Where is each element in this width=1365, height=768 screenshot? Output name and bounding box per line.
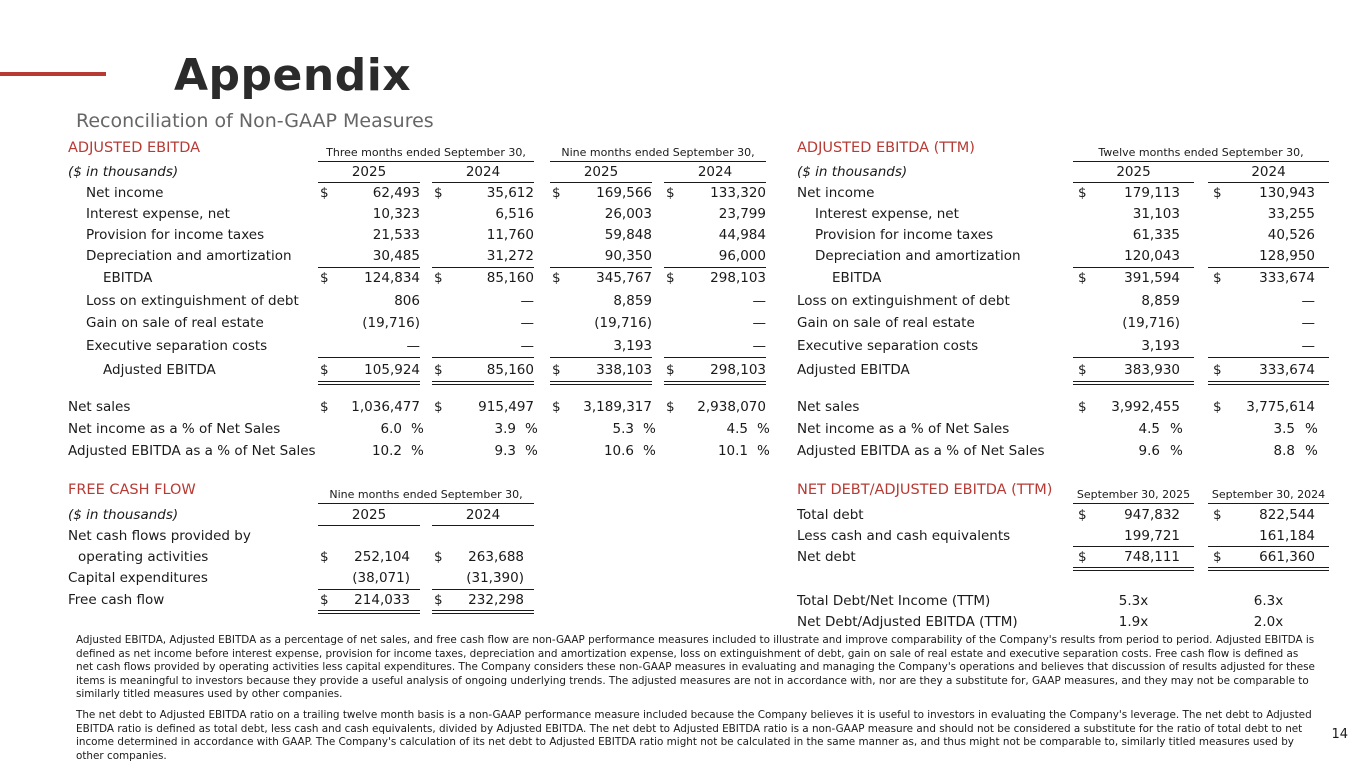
adj-ebitda-row-label: Depreciation and amortization — [86, 248, 292, 264]
adj-ebitda-cell: 298,103 — [710, 270, 766, 286]
fcf-row-label: Capital expenditures — [68, 570, 208, 586]
fcf-cell: (31,390) — [466, 570, 524, 586]
adj-ebitda-year-header: 2024 — [465, 164, 501, 180]
percent-sign: % — [1170, 421, 1183, 437]
subtotal-rule — [1208, 267, 1329, 268]
percent-sign: % — [757, 443, 770, 459]
adj-ebitda-cell: 4.5 — [726, 421, 748, 437]
adj-ebitda-cell: 5.3 — [612, 421, 634, 437]
total-double-rule — [432, 381, 534, 385]
adj-ebitda-cell: 90,350 — [604, 248, 652, 264]
ttm-cell: 31,103 — [1132, 206, 1180, 222]
percent-sign: % — [1305, 421, 1318, 437]
total-double-rule — [1208, 381, 1329, 385]
adj-ebitda-cell: 10.1 — [717, 443, 748, 459]
percent-sign: % — [1170, 443, 1183, 459]
percent-sign: % — [411, 443, 424, 459]
adj-ebitda-cell: 23,799 — [718, 206, 766, 222]
adj-ebitda-year-header: 2025 — [583, 164, 619, 180]
ttm-cell: 61,335 — [1132, 227, 1180, 243]
adj-ebitda-row-label: EBITDA — [103, 270, 153, 286]
page-title: Appendix — [174, 50, 412, 101]
subtotal-rule — [550, 357, 652, 358]
ttm-row-label: Net income — [797, 185, 875, 201]
ttm-cell: 3,775,614 — [1246, 399, 1315, 415]
dollar-sign: $ — [1078, 549, 1087, 565]
dollar-sign: $ — [666, 270, 675, 286]
dollar-sign: $ — [1213, 399, 1222, 415]
adj-ebitda-cell: 915,497 — [478, 399, 534, 415]
adj-ebitda-cell: 10.2 — [371, 443, 402, 459]
adj-ebitda-cell: 105,924 — [364, 362, 420, 378]
adj-ebitda-cell: 8,859 — [613, 293, 652, 309]
adj-ebitda-cell: 30,485 — [372, 248, 420, 264]
ttm-year-header: 2025 — [1116, 164, 1151, 180]
fcf-cell: 232,298 — [468, 592, 524, 608]
total-double-rule — [1208, 567, 1329, 571]
netdebt-cell: 748,111 — [1124, 549, 1180, 565]
fcf-cell: (38,071) — [352, 570, 410, 586]
subtotal-rule — [1208, 357, 1329, 358]
adj-ebitda-period-three-rule — [318, 161, 534, 162]
dollar-sign: $ — [1213, 362, 1222, 378]
dollar-sign: $ — [1078, 185, 1087, 201]
percent-sign: % — [411, 421, 424, 437]
ttm-section-title: ADJUSTED EBITDA (TTM) — [797, 140, 975, 156]
dollar-sign: $ — [434, 549, 443, 565]
adj-ebitda-cell: 35,612 — [486, 185, 534, 201]
netdebt-ratio-cell: 6.3x — [1253, 593, 1284, 609]
adj-ebitda-cell: 96,000 — [718, 248, 766, 264]
ttm-cell: 8,859 — [1141, 293, 1180, 309]
adj-ebitda-row-label: Gain on sale of real estate — [86, 315, 264, 331]
adj-ebitda-cell: — — [520, 293, 534, 309]
ttm-cell: — — [1301, 293, 1315, 309]
adj-ebitda-cell: — — [752, 315, 766, 331]
fcf-row-label: operating activities — [78, 549, 209, 565]
ttm-cell: 128,950 — [1259, 248, 1315, 264]
percent-sign: % — [643, 443, 656, 459]
total-double-rule — [664, 381, 766, 385]
ttm-year-rule — [1208, 182, 1329, 183]
fcf-units: ($ in thousands) — [68, 507, 179, 523]
percent-sign: % — [1305, 443, 1318, 459]
footnote-2: The net debt to Adjusted EBITDA ratio on a trailing twelve month basis is a non-GAAP performance measure included because the Company believes it is useful to investors in evaluating the Company's leverage. The net debt to Adjusted EBITDA ratio is defined as total debt, less cash and cash equivalents, divided by Adjusted EBITDA. The net debt to Adjusted EBITDA ratio is a non-GAAP measure and should not be considered a substitute for the ratio of total debt to net income determined in accordance with GAAP. The Company's calculation of its net debt to Adjusted EBITDA ratio might not be calculated in the same manner as, and thus might not be comparable to, similarly titled measures used by other companies. — [76, 709, 1312, 762]
netdebt-row-label: Total Debt/Net Income (TTM) — [797, 593, 991, 609]
ttm-period-rule — [1073, 161, 1329, 162]
adj-ebitda-row-label: Provision for income taxes — [86, 227, 265, 243]
ttm-row-label: Loss on extinguishment of debt — [797, 293, 1010, 309]
adj-ebitda-cell: 2,938,070 — [697, 399, 766, 415]
fcf-period-rule — [318, 503, 534, 504]
netdebt-row-label: Net debt — [797, 549, 856, 565]
adj-ebitda-units: ($ in thousands) — [68, 164, 179, 180]
adj-ebitda-cell: 26,003 — [604, 206, 652, 222]
ttm-cell: 383,930 — [1124, 362, 1180, 378]
subtotal-rule — [432, 357, 534, 358]
ttm-cell: 3,992,455 — [1111, 399, 1180, 415]
netdebt-col-header: September 30, 2024 — [1211, 488, 1326, 501]
netdebt-cell: 161,184 — [1259, 528, 1315, 544]
adj-ebitda-row-label: Net income — [86, 185, 164, 201]
netdebt-ratio-cell: 5.3x — [1118, 593, 1149, 609]
adj-ebitda-cell: 3,193 — [613, 338, 652, 354]
dollar-sign: $ — [552, 362, 561, 378]
dollar-sign: $ — [434, 185, 443, 201]
netdebt-cell: 822,544 — [1259, 507, 1315, 523]
adj-ebitda-cell: 9.3 — [494, 443, 516, 459]
adj-ebitda-year-header: 2024 — [697, 164, 733, 180]
dollar-sign: $ — [666, 399, 675, 415]
adj-ebitda-cell: (19,716) — [362, 315, 420, 331]
ttm-units: ($ in thousands) — [797, 164, 908, 180]
ttm-row-label: Net income as a % of Net Sales — [797, 421, 1010, 437]
dollar-sign: $ — [666, 185, 675, 201]
netdebt-row-label: Less cash and cash equivalents — [797, 528, 1011, 544]
adj-ebitda-cell: 169,566 — [596, 185, 652, 201]
subtotal-rule — [1208, 546, 1329, 547]
fcf-year-rule — [432, 525, 534, 526]
dollar-sign: $ — [1213, 270, 1222, 286]
dollar-sign: $ — [320, 270, 329, 286]
adj-ebitda-cell: 31,272 — [486, 248, 534, 264]
fcf-cell: 263,688 — [468, 549, 524, 565]
adj-ebitda-cell: 62,493 — [372, 185, 420, 201]
netdebt-col-rule — [1073, 503, 1194, 504]
adj-ebitda-row-label: Adjusted EBITDA — [103, 362, 216, 378]
fcf-row-label: Free cash flow — [68, 592, 165, 608]
adj-ebitda-cell: 44,984 — [718, 227, 766, 243]
netdebt-section-title: NET DEBT/ADJUSTED EBITDA (TTM) — [797, 482, 1053, 498]
adj-ebitda-cell: 133,320 — [710, 185, 766, 201]
ttm-cell: (19,716) — [1122, 315, 1180, 331]
dollar-sign: $ — [434, 592, 443, 608]
adj-ebitda-cell: 298,103 — [710, 362, 766, 378]
dollar-sign: $ — [320, 185, 329, 201]
ttm-cell: 130,943 — [1259, 185, 1315, 201]
subtotal-rule — [664, 267, 766, 268]
ttm-cell: 33,255 — [1267, 206, 1315, 222]
fcf-year-header: 2024 — [465, 507, 501, 523]
dollar-sign: $ — [320, 592, 329, 608]
fcf-section-title: FREE CASH FLOW — [68, 482, 196, 498]
adj-ebitda-cell: 3.9 — [494, 421, 516, 437]
fcf-period: Nine months ended September 30, — [329, 488, 523, 501]
adj-ebitda-cell: 338,103 — [596, 362, 652, 378]
ttm-cell: 391,594 — [1124, 270, 1180, 286]
adj-ebitda-period-nine: Nine months ended September 30, — [561, 146, 755, 159]
ttm-cell: 8.8 — [1273, 443, 1295, 459]
adj-ebitda-year-rule — [664, 182, 766, 183]
subtotal-rule — [318, 589, 420, 590]
total-double-rule — [318, 381, 420, 385]
adj-ebitda-cell: 6,516 — [495, 206, 534, 222]
ttm-cell: — — [1301, 338, 1315, 354]
fcf-year-header: 2025 — [351, 507, 387, 523]
adj-ebitda-cell: 124,834 — [364, 270, 420, 286]
adj-ebitda-row-label: Net sales — [68, 399, 131, 415]
dollar-sign: $ — [552, 185, 561, 201]
percent-sign: % — [525, 421, 538, 437]
ttm-cell: 120,043 — [1124, 248, 1180, 264]
total-double-rule — [1073, 567, 1194, 571]
dollar-sign: $ — [320, 362, 329, 378]
total-double-rule — [1073, 381, 1194, 385]
netdebt-row-label: Net Debt/Adjusted EBITDA (TTM) — [797, 614, 1018, 630]
dollar-sign: $ — [1078, 399, 1087, 415]
adj-ebitda-cell: — — [406, 338, 420, 354]
adj-ebitda-cell: — — [520, 315, 534, 331]
ttm-cell: 4.5 — [1138, 421, 1160, 437]
adj-ebitda-cell: 806 — [394, 293, 420, 309]
adj-ebitda-period-three: Three months ended September 30, — [326, 146, 526, 159]
adj-ebitda-row-label: Interest expense, net — [86, 206, 230, 222]
netdebt-ratio-cell: 1.9x — [1118, 614, 1149, 630]
adj-ebitda-row-label: Adjusted EBITDA as a % of Net Sales — [68, 443, 316, 459]
page-number: 14 — [1331, 727, 1348, 742]
total-double-rule — [318, 610, 420, 614]
dollar-sign: $ — [1213, 185, 1222, 201]
accent-bar — [0, 72, 106, 76]
fcf-cell: 252,104 — [354, 549, 410, 565]
netdebt-ratio-cell: 2.0x — [1253, 614, 1284, 630]
dollar-sign: $ — [1078, 362, 1087, 378]
netdebt-col-header: September 30, 2025 — [1076, 488, 1191, 501]
fcf-cell: 214,033 — [354, 592, 410, 608]
subtotal-rule — [664, 357, 766, 358]
dollar-sign: $ — [666, 362, 675, 378]
total-double-rule — [432, 610, 534, 614]
subtotal-rule — [1073, 546, 1194, 547]
netdebt-cell: 947,832 — [1124, 507, 1180, 523]
percent-sign: % — [757, 421, 770, 437]
ttm-row-label: Depreciation and amortization — [815, 248, 1021, 264]
ttm-cell: 3,193 — [1141, 338, 1180, 354]
dollar-sign: $ — [434, 362, 443, 378]
subtotal-rule — [432, 267, 534, 268]
adj-ebitda-cell: 1,036,477 — [351, 399, 420, 415]
netdebt-cell: 199,721 — [1124, 528, 1180, 544]
page-subtitle: Reconciliation of Non-GAAP Measures — [76, 110, 434, 132]
ttm-row-label: Gain on sale of real estate — [797, 315, 975, 331]
ttm-cell: 179,113 — [1124, 185, 1180, 201]
dollar-sign: $ — [1078, 507, 1087, 523]
adj-ebitda-cell: 3,189,317 — [583, 399, 652, 415]
dollar-sign: $ — [1078, 270, 1087, 286]
netdebt-col-rule — [1208, 503, 1329, 504]
adj-ebitda-cell: — — [752, 293, 766, 309]
adj-ebitda-cell: 85,160 — [486, 362, 534, 378]
adj-ebitda-cell: 59,848 — [604, 227, 652, 243]
ttm-row-label: Executive separation costs — [797, 338, 979, 354]
adj-ebitda-period-nine-rule — [550, 161, 766, 162]
adj-ebitda-section-title: ADJUSTED EBITDA — [68, 140, 201, 156]
dollar-sign: $ — [320, 399, 329, 415]
percent-sign: % — [525, 443, 538, 459]
ttm-row-label: Adjusted EBITDA as a % of Net Sales — [797, 443, 1045, 459]
ttm-row-label: EBITDA — [832, 270, 882, 286]
dollar-sign: $ — [1213, 507, 1222, 523]
adj-ebitda-cell: 21,533 — [372, 227, 420, 243]
netdebt-row-label: Total debt — [797, 507, 864, 523]
adj-ebitda-row-label: Executive separation costs — [86, 338, 268, 354]
dollar-sign: $ — [1213, 549, 1222, 565]
subtotal-rule — [1073, 267, 1194, 268]
adj-ebitda-year-rule — [550, 182, 652, 183]
fcf-row-label: Net cash flows provided by — [68, 528, 251, 544]
adj-ebitda-cell: 11,760 — [486, 227, 534, 243]
adj-ebitda-row-label: Net income as a % of Net Sales — [68, 421, 281, 437]
ttm-row-label: Interest expense, net — [815, 206, 959, 222]
adj-ebitda-cell: 345,767 — [596, 270, 652, 286]
adj-ebitda-row-label: Loss on extinguishment of debt — [86, 293, 299, 309]
ttm-cell: 3.5 — [1273, 421, 1295, 437]
ttm-row-label: Net sales — [797, 399, 860, 415]
adj-ebitda-cell: — — [752, 338, 766, 354]
dollar-sign: $ — [552, 399, 561, 415]
ttm-cell: 333,674 — [1259, 362, 1315, 378]
subtotal-rule — [550, 267, 652, 268]
ttm-year-header: 2024 — [1251, 164, 1286, 180]
adj-ebitda-year-rule — [432, 182, 534, 183]
total-double-rule — [550, 381, 652, 385]
dollar-sign: $ — [434, 270, 443, 286]
percent-sign: % — [643, 421, 656, 437]
adj-ebitda-cell: (19,716) — [594, 315, 652, 331]
ttm-cell: — — [1301, 315, 1315, 331]
ttm-row-label: Provision for income taxes — [815, 227, 994, 243]
ttm-year-rule — [1073, 182, 1194, 183]
ttm-row-label: Adjusted EBITDA — [797, 362, 910, 378]
subtotal-rule — [432, 589, 534, 590]
subtotal-rule — [318, 267, 420, 268]
dollar-sign: $ — [320, 549, 329, 565]
adj-ebitda-year-header: 2025 — [351, 164, 387, 180]
netdebt-cell: 661,360 — [1259, 549, 1315, 565]
adj-ebitda-cell: 85,160 — [486, 270, 534, 286]
ttm-cell: 40,526 — [1267, 227, 1315, 243]
adj-ebitda-cell: — — [520, 338, 534, 354]
dollar-sign: $ — [552, 270, 561, 286]
subtotal-rule — [318, 357, 420, 358]
ttm-cell: 333,674 — [1259, 270, 1315, 286]
footnote-1: Adjusted EBITDA, Adjusted EBITDA as a percentage of net sales, and free cash flow are non-GAAP performance measures included to illustrate and improve comparability of the Company's results from period to period. Adjusted EBITDA is defined as net income before interest expense, provision for income taxes, depreciation and amortization expense, loss on extinguishment of debt, gain on sale of real estate and executive separation costs. Free cash flow is defined as net cash flows provided by operating activities less capital expenditures. The Company considers these non-GAAP measures in evaluating and managing the Company's operations and believes that discussion of results adjusted for these items is meaningful to investors because they provide a useful analysis of ongoing underlying trends. The adjusted measures are not in accordance with, nor are they a substitute for, GAAP measures, and they may not be comparable to similarly titled measures used by other companies. — [76, 634, 1315, 700]
ttm-cell: 9.6 — [1138, 443, 1160, 459]
adj-ebitda-cell: 10.6 — [603, 443, 634, 459]
adj-ebitda-cell: 10,323 — [372, 206, 420, 222]
adj-ebitda-cell: 6.0 — [380, 421, 402, 437]
subtotal-rule — [1073, 357, 1194, 358]
ttm-period: Twelve months ended September 30, — [1098, 146, 1304, 159]
dollar-sign: $ — [434, 399, 443, 415]
fcf-year-rule — [318, 525, 420, 526]
adj-ebitda-year-rule — [318, 182, 420, 183]
